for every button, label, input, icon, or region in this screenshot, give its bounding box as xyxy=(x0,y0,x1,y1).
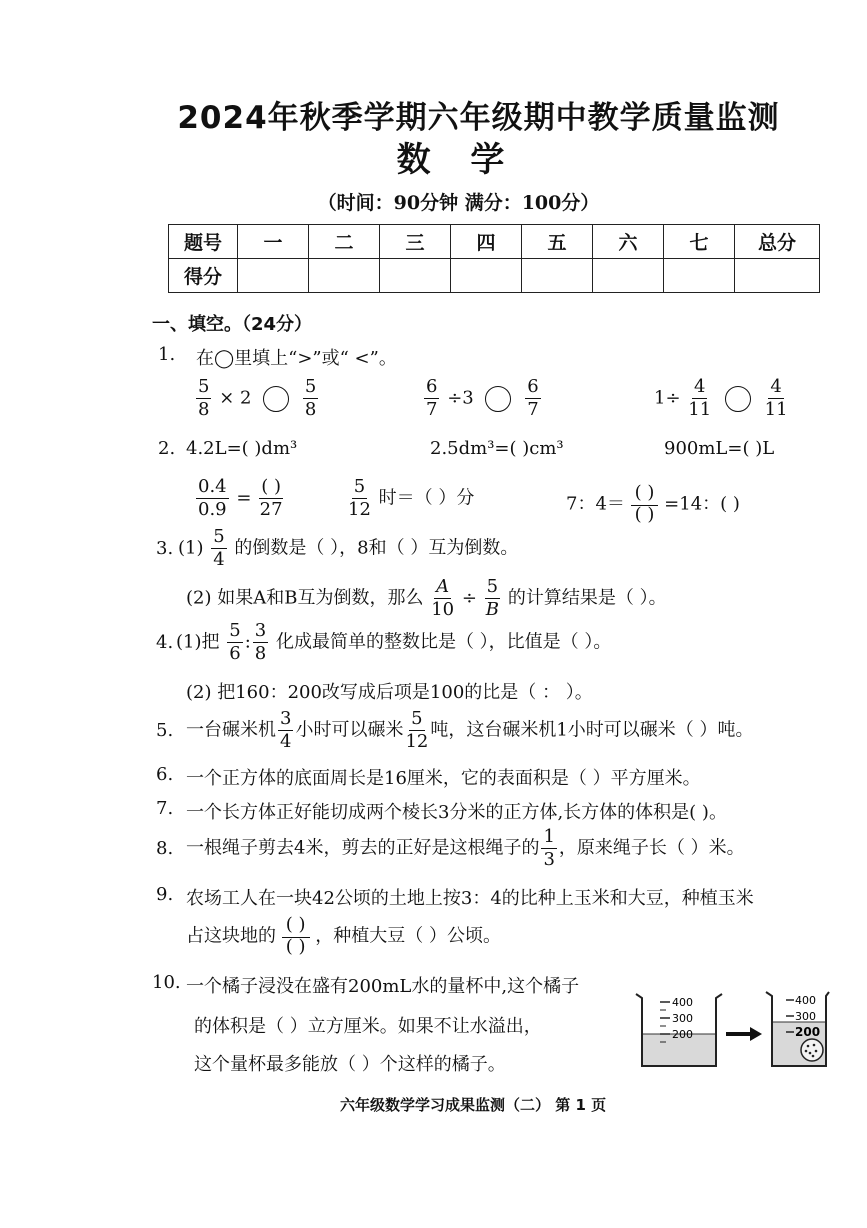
q2-blank-c[interactable]: 900mL=( )L xyxy=(664,438,775,459)
q4-part2[interactable]: (2) 把160：200改写成后项是100的比是（ ： ）。 xyxy=(186,682,593,703)
score-cell[interactable] xyxy=(735,259,820,293)
question-number: 6. xyxy=(156,764,174,785)
fraction: $\frac{0.4}{0.9}$ xyxy=(198,476,227,520)
fraction: $\frac{5}{12}$ xyxy=(348,476,371,520)
beaker-mark: 200 xyxy=(795,1025,821,1039)
score-cell[interactable] xyxy=(593,259,664,293)
fraction: $\frac{5}{8}$ xyxy=(304,376,317,420)
score-header-cell: 六 xyxy=(593,225,664,259)
q3-part1: (1) $\frac{5}{4}$ 的倒数是（ ），8和（ ）互为倒数。 xyxy=(178,526,519,570)
score-header-cell: 二 xyxy=(309,225,380,259)
question-number: 5. xyxy=(156,720,174,741)
q10-line1: 一个橘子浸没在盛有200mL水的量杯中,这个橘子 xyxy=(186,976,580,997)
score-row-label: 得分 xyxy=(169,259,238,293)
q1-item-b: $\frac{6}{7}$ ÷3 $\frac{6}{7}$ xyxy=(426,376,539,420)
q2-blank-b[interactable]: 2.5dm³=( )cm³ xyxy=(430,438,564,459)
beaker-figure xyxy=(630,988,830,1070)
score-cell[interactable] xyxy=(522,259,593,293)
q1-item-a: $\frac{5}{8}$ × 2 $\frac{5}{8}$ xyxy=(198,376,317,420)
score-cell[interactable] xyxy=(451,259,522,293)
q4-part1: (1)把 $\frac{5}{6}$ : $\frac{3}{8}$ 化成最简单的整数比是（ ），比值是（ ）。 xyxy=(176,620,612,664)
score-cell[interactable] xyxy=(238,259,309,293)
q2-blank-a[interactable]: 4.2L=( )dm³ xyxy=(186,438,298,459)
score-table-header-row xyxy=(169,225,820,259)
beaker-mark: 400 xyxy=(672,996,693,1009)
score-cell[interactable] xyxy=(664,259,735,293)
q1-item-c: 1÷ $\frac{4}{11}$ $\frac{4}{11}$ xyxy=(654,376,788,420)
question-number: 2. xyxy=(158,438,176,459)
question-number: 8. xyxy=(156,838,174,859)
question-text: 在◯里填上“>”或“ <”。 xyxy=(196,348,397,369)
question-number: 7. xyxy=(156,798,174,819)
fraction: $\frac{5}{4}$ xyxy=(213,526,225,570)
q6-text[interactable]: 一个正方体的底面周长是16厘米，它的表面积是（ ）平方厘米。 xyxy=(186,768,701,789)
q9-line2: 占这块地的 ( ) ( ) ，种植大豆（ ）公顷。 xyxy=(186,914,501,957)
score-header-cell: 七 xyxy=(664,225,735,259)
q8-text: 一根绳子剪去4米，剪去的正好是这根绳子的 $\frac{1}{3}$ ，原来绳子长（ ）米。 xyxy=(186,826,745,870)
fraction-blank[interactable]: ( ) ( ) xyxy=(282,916,310,957)
beaker-mark: 300 xyxy=(795,1010,816,1023)
q10-line2[interactable]: 的体积是（ ）立方厘米。如果不让水溢出， xyxy=(194,1016,542,1037)
compare-circle[interactable] xyxy=(725,386,751,412)
fraction: $\frac{5}{12}$ xyxy=(405,708,429,752)
fraction: $\frac{3}{8}$ xyxy=(254,620,267,664)
score-header-cell: 五 xyxy=(522,225,593,259)
arrow-icon xyxy=(726,1027,762,1041)
exam-subtitle: （时间：90分钟 满分：100分） xyxy=(317,192,600,214)
question-number: 9. xyxy=(156,884,174,905)
compare-circle[interactable] xyxy=(485,386,511,412)
question-number: 4. xyxy=(156,632,174,653)
score-header-cell: 总分 xyxy=(735,225,820,259)
fraction: $\frac{6}{7}$ xyxy=(426,376,438,420)
exam-title: 2024年秋季学期六年级期中教学质量监测 xyxy=(177,100,780,136)
question-number: 10. xyxy=(152,972,181,993)
fraction: $\frac{5}{6}$ xyxy=(229,620,241,664)
score-table-score-row xyxy=(169,259,820,293)
beaker-mark: 300 xyxy=(672,1012,693,1025)
fraction: $\frac{5}{B}$ xyxy=(485,576,499,620)
score-header-cell: 四 xyxy=(451,225,522,259)
beaker-empty xyxy=(636,994,722,1066)
score-cell[interactable] xyxy=(380,259,451,293)
fraction-blank[interactable]: ( ) ( ) xyxy=(631,484,659,525)
q2-item-e: $\frac{5}{12}$ 时＝（ ）分 xyxy=(348,476,475,520)
q3-part2: (2) 如果A和B互为倒数，那么 $\frac{A}{10}$ ÷ $\frac{5}{B}$ 的计算结果是（ ）。 xyxy=(186,576,667,620)
fraction: $\frac{A}{10}$ xyxy=(431,576,455,620)
section-heading: 一、填空。（24分） xyxy=(152,314,313,335)
q5-text: 一台碾米机 $\frac{3}{4}$ 小时可以碾米 $\frac{5}{12}$ 吨，这台碾米机1小时可以碾米（ ）吨。 xyxy=(186,708,754,752)
q2-item-d: $\frac{0.4}{0.9}$ = $\frac{( )}{27}$ xyxy=(198,476,283,520)
fraction: $\frac{6}{7}$ xyxy=(527,376,539,420)
score-header-cell: 一 xyxy=(238,225,309,259)
orange-icon xyxy=(801,1039,823,1061)
question-number: 3. xyxy=(156,538,174,559)
beaker-mark: 200 xyxy=(672,1028,693,1041)
beaker-with-orange xyxy=(766,992,829,1066)
subject-title: 数 学 xyxy=(396,140,519,180)
score-header-cell: 题号 xyxy=(169,225,238,259)
beaker-mark: 400 xyxy=(795,994,816,1007)
q10-line3[interactable]: 这个量杯最多能放（ ）个这样的橘子。 xyxy=(194,1054,506,1075)
fraction: $\frac{4}{11}$ xyxy=(688,376,712,420)
fraction: $\frac{3}{4}$ xyxy=(280,708,292,752)
score-header-cell: 三 xyxy=(380,225,451,259)
q9-line1: 农场工人在一块42公顷的土地上按3：4的比种上玉米和大豆，种植玉米 xyxy=(186,888,754,909)
page-footer: 六年级数学学习成果监测（二） 第 1 页 xyxy=(340,1096,607,1114)
fraction: $\frac{1}{3}$ xyxy=(543,826,555,870)
question-number: 1. xyxy=(158,344,176,365)
fraction: $\frac{4}{11}$ xyxy=(764,376,788,420)
fraction: $\frac{5}{8}$ xyxy=(198,376,210,420)
score-table xyxy=(168,224,820,293)
q7-text[interactable]: 一个长方体正好能切成两个棱长3分米的正方体,长方体的体积是( )。 xyxy=(186,802,727,823)
compare-circle[interactable] xyxy=(263,386,289,412)
q2-item-f: 7：4＝ ( ) ( ) =14：( ) xyxy=(566,482,740,525)
score-cell[interactable] xyxy=(309,259,380,293)
fraction-blank[interactable]: $\frac{( )}{27}$ xyxy=(259,476,283,520)
